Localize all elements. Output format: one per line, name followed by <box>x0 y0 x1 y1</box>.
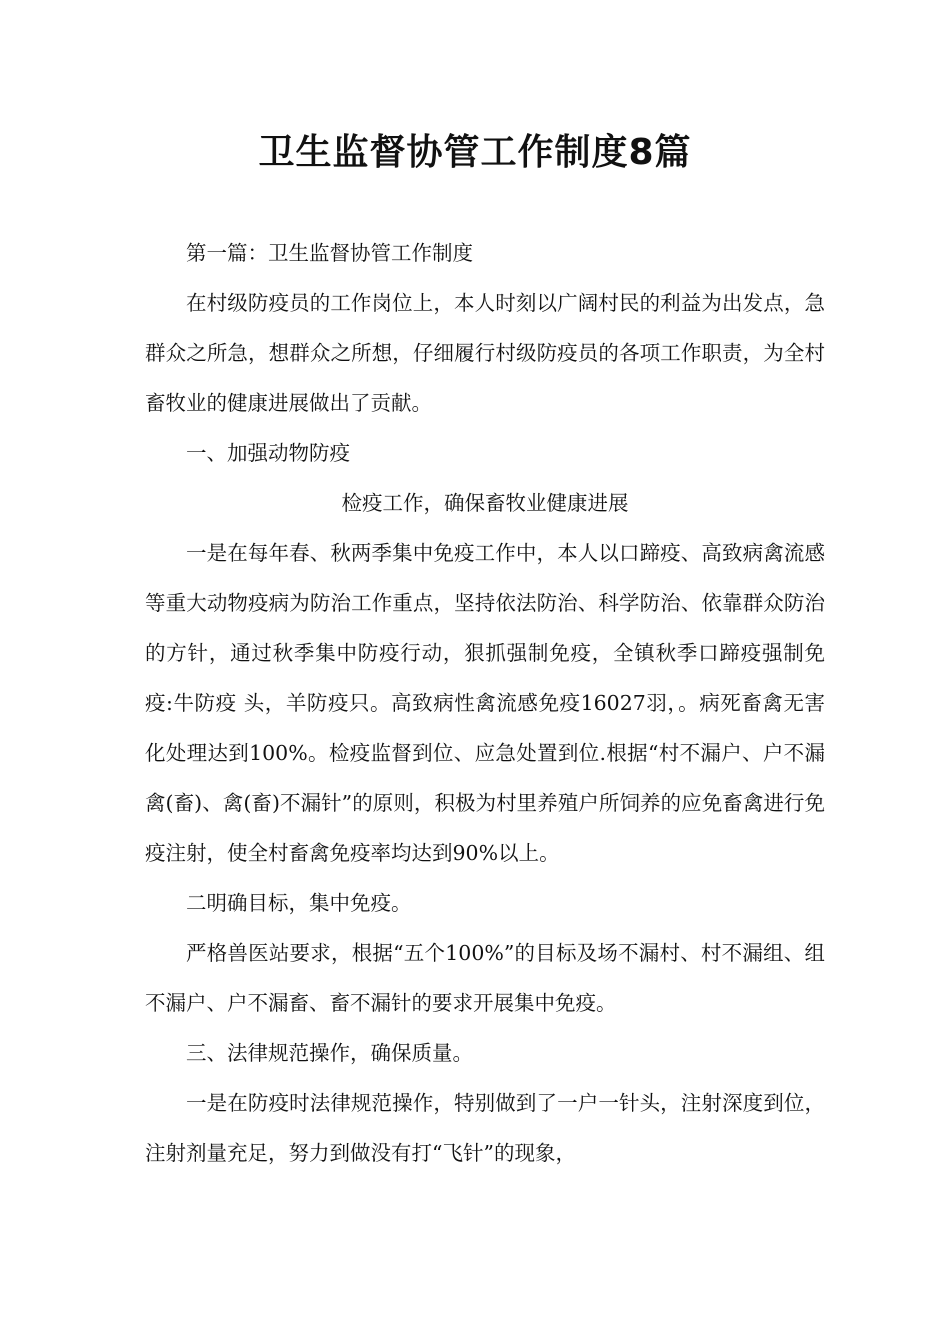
body-paragraph-1: 一是在每年春、秋两季集中免疫工作中，本人以口蹄疫、高致病禽流感等重大动物疫病为防治工作重点，坚持依法防治、科学防治、依靠群众防治的方针，通过秋季集中防疫行动，狠抓强制免疫，全镇秋季口蹄疫强制免疫:牛防疫 头，羊防疫只。高致病性禽流感免疫16027羽，。病死畜禽无害化处理达到100%。检疫监督到位、应急处置到位.根据“村不漏户、户不漏禽(畜)、禽(畜)不漏针”的原则，积极为村里养殖户所饲养的应免畜禽进行免疫注射，使全村畜禽免疫率均达到90%以上。 <box>145 541 825 865</box>
document-title: 卫生监督协管工作制度8篇 <box>258 132 692 173</box>
document-body <box>145 228 825 1178</box>
section-heading-1: 一、加强动物防疫 <box>186 441 350 465</box>
chapter-heading: 第一篇：卫生监督协管工作制度 <box>186 241 473 265</box>
section-heading-2: 二明确目标，集中免疫。 <box>186 891 412 915</box>
section-subheading-1: 检疫工作，确保畜牧业健康进展 <box>341 491 629 515</box>
body-paragraph-3: 一是在防疫时法律规范操作，特别做到了一户一针头，注射深度到位，注射剂量充足，努力到做没有打“飞针”的现象， <box>145 1091 825 1165</box>
intro-paragraph: 在村级防疫员的工作岗位上，本人时刻以广阔村民的利益为出发点，急群众之所急，想群众之所想，仔细履行村级防疫员的各项工作职责，为全村畜牧业的健康进展做出了贡献。 <box>145 291 825 415</box>
body-paragraph-2: 严格兽医站要求，根据“五个100%”的目标及场不漏村、村不漏组、组不漏户、户不漏畜、畜不漏针的要求开展集中免疫。 <box>145 941 825 1015</box>
section-heading-3: 三、法律规范操作，确保质量。 <box>186 1041 473 1065</box>
